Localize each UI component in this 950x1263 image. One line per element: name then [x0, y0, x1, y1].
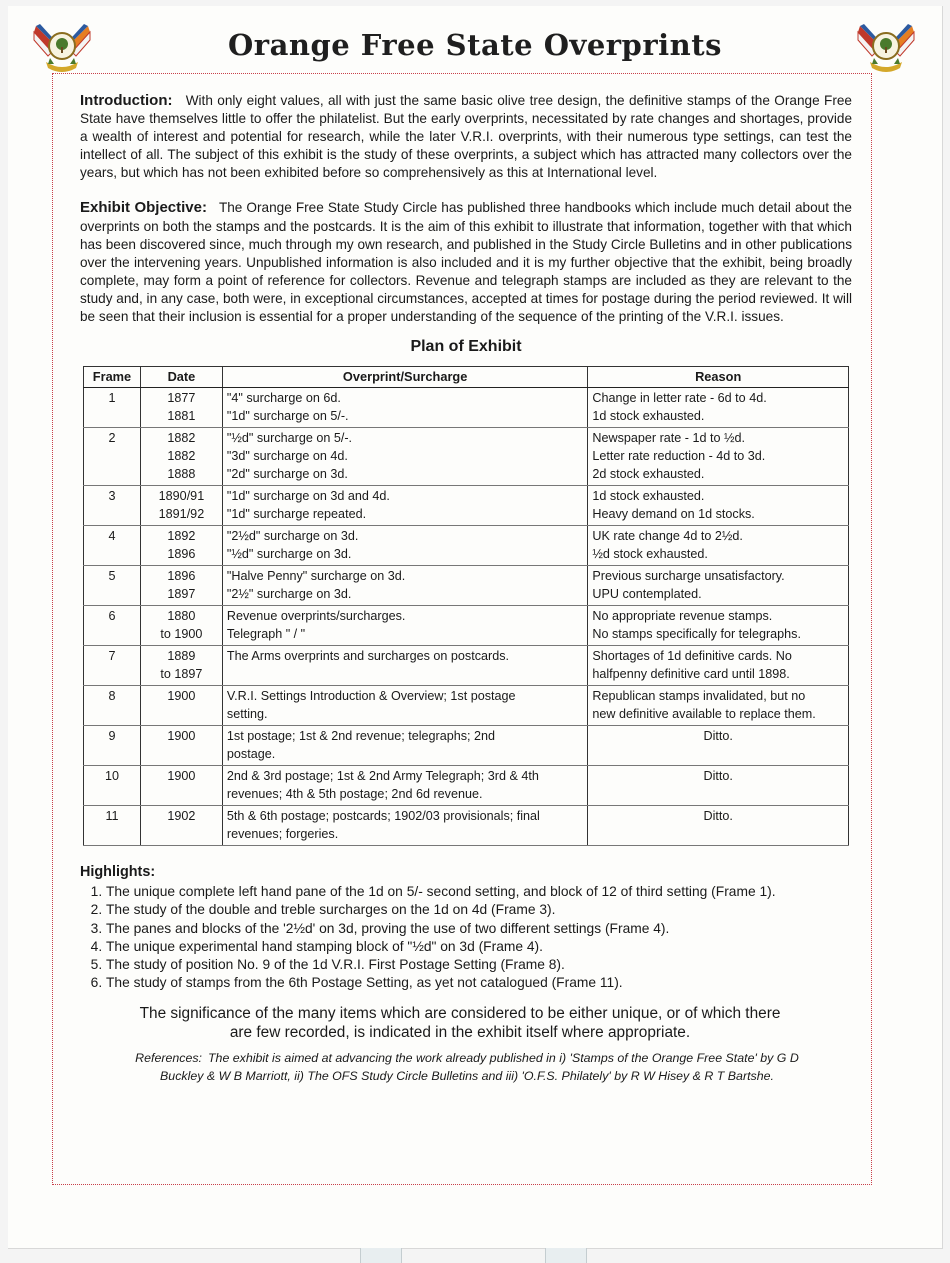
plan-cell-overprint-line: "4" surcharge on 6d.: [226, 391, 341, 406]
plan-cell-reason-line: Ditto.: [703, 769, 733, 784]
plan-cell-overprint-line: "3d" surcharge on 4d.: [226, 449, 348, 464]
plan-cell-overprint-line: "½d" surcharge on 5/-.: [226, 431, 353, 446]
plan-cell-overprint-line: setting.: [226, 707, 268, 722]
highlight-item: 1. The unique complete left hand pane of the 1d on 5/- second setting, and block of 12 of third setting (Frame 1).: [106, 883, 852, 901]
plan-row: [84, 806, 849, 846]
plan-cell-reason-line: 1d stock exhausted.: [592, 409, 705, 424]
plan-cell-date-line: 1896: [167, 569, 196, 584]
plan-cell-reason: [588, 646, 849, 686]
header-overprint: Overprint/Surcharge: [222, 367, 587, 388]
plan-cell-reason: [588, 486, 849, 526]
introduction-text: With only eight values, all with just the same basic olive tree design, the definitive stamps of the Orange Free State have themselves little to offer the philatelist. But the early overprints, necessitated by rate changes and shortages, provide a wealth of interest and potential for research, while the later V.R.I. overprints, with their numerous type settings, can test the intellect of all. The subject of this exhibit is the study of these overprints, a subject which has attracted many collectors over the years, but which has not been exhibited before so comprehensively as this at International level.: [80, 93, 852, 181]
highlight-item: 2. The study of the double and treble surcharges on the 1d on 4d (Frame 3).: [106, 901, 852, 919]
plan-cell-overprint-line: "2d" surcharge on 3d.: [226, 467, 348, 482]
plan-cell-date: [140, 766, 222, 806]
plan-row: [84, 388, 849, 428]
plan-cell-reason-line: halfpenny definitive card until 1898.: [592, 667, 790, 682]
mount-tab: [360, 1248, 402, 1263]
plan-row: [84, 526, 849, 566]
plan-cell-frame: 1: [84, 388, 141, 428]
plan-cell-reason-line: No appropriate revenue stamps.: [592, 609, 773, 624]
plan-cell-overprint-line: "2½" surcharge on 3d.: [226, 587, 352, 602]
plan-cell-overprint-line: "1d" surcharge repeated.: [226, 507, 367, 522]
objective-paragraph: [80, 199, 852, 326]
plan-cell-date-line: 1890/91: [158, 489, 205, 504]
plan-row: [84, 726, 849, 766]
references-label: References:: [135, 1050, 202, 1065]
plan-cell-reason-line: Previous surcharge unsatisfactory.: [592, 569, 785, 584]
header-frame: Frame: [84, 367, 141, 388]
plan-cell-reason-line: Ditto.: [703, 809, 733, 824]
references-text: The exhibit is aimed at advancing the work already published in i) 'Stamps of the Orange Free State' by G D: [207, 1050, 799, 1065]
plan-cell-overprint-line: V.R.I. Settings Introduction & Overview; 1st postage: [226, 689, 516, 704]
plan-cell-date: [140, 806, 222, 846]
references-line: [72, 1049, 862, 1067]
plan-cell-date-line: 1900: [167, 689, 196, 704]
plan-cell-date-line: 1888: [167, 467, 196, 482]
plan-cell-date: [140, 486, 222, 526]
plan-cell-overprint-line: Telegraph " / ": [226, 627, 306, 642]
plan-cell-reason-line: No stamps specifically for telegraphs.: [592, 627, 801, 642]
plan-cell-date: [140, 686, 222, 726]
plan-cell-overprint-line: "2½d" surcharge on 3d.: [226, 529, 359, 544]
plan-cell-date-line: 1902: [167, 809, 196, 824]
introduction-label: Introduction:: [80, 92, 173, 109]
plan-cell-date-line: 1900: [167, 729, 196, 744]
plan-cell-frame: 8: [84, 686, 141, 726]
objective-text: The Orange Free State Study Circle has published three handbooks which include much detail about the overprints on both the stamps and the postcards. It is the aim of this exhibit to illustrate that information, together with that which has been discovered since, much through my own research, and published in the Study Circle Bulletins and in other publications over the intervening years. Unpublished information is also included and it is my further objective that the exhibit, being broadly complete, may form a point of reference for collectors. Revenue and telegraph stamps are included as they are relevant to the study and, in any case, both were, in exceptional circumstances, accepted at times for postage during the period reviewed. It will be seen that their inclusion is essential for a proper understanding of the sequence of the printing of the V.R.I. issues.: [80, 200, 852, 325]
plan-cell-reason-line: Heavy demand on 1d stocks.: [592, 507, 755, 522]
plan-cell-date-line: to 1900: [160, 627, 203, 642]
plan-cell-reason-line: new definitive available to replace them.: [592, 707, 816, 722]
plan-cell-overprint-line: 1st postage; 1st & 2nd revenue; telegraphs; 2nd: [226, 729, 496, 744]
plan-cell-overprint: [222, 806, 587, 846]
plan-cell-reason: [588, 766, 849, 806]
plan-cell-reason-line: Newspaper rate - 1d to ½d.: [592, 431, 745, 446]
plan-row: [84, 428, 849, 486]
highlight-item: 4. The unique experimental hand stamping block of "½d" on 3d (Frame 4).: [106, 938, 852, 956]
plan-header-row: [84, 367, 849, 388]
plan-row: [84, 646, 849, 686]
plan-cell-date: [140, 726, 222, 766]
plan-cell-overprint: [222, 686, 587, 726]
plan-cell-reason: [588, 566, 849, 606]
plan-cell-reason-line: 2d stock exhausted.: [592, 467, 705, 482]
plan-table-body: [84, 388, 849, 846]
plan-cell-frame: 3: [84, 486, 141, 526]
plan-cell-reason: [588, 726, 849, 766]
plan-cell-reason-line: Change in letter rate - 6d to 4d.: [592, 391, 767, 406]
objective-label: Exhibit Objective:: [80, 199, 207, 217]
plan-cell-date: [140, 428, 222, 486]
references-line: Buckley & W B Marriott, ii) The OFS Study Circle Bulletins and iii) 'O.F.S. Philately' by R W Hisey & R T Bartshe.: [160, 1069, 774, 1084]
plan-cell-date: [140, 526, 222, 566]
highlight-item: 5. The study of position No. 9 of the 1d V.R.I. First Postage Setting (Frame 8).: [106, 956, 852, 974]
plan-cell-date-line: 1892: [167, 529, 196, 544]
plan-cell-date-line: 1882: [167, 431, 196, 446]
plan-cell-overprint-line: "Halve Penny" surcharge on 3d.: [226, 569, 406, 584]
plan-table: [83, 366, 849, 846]
plan-cell-date: [140, 566, 222, 606]
plan-cell-date: [140, 646, 222, 686]
plan-cell-overprint-line: The Arms overprints and surcharges on postcards.: [226, 649, 509, 664]
mount-tab: [545, 1248, 587, 1263]
plan-cell-frame: 10: [84, 766, 141, 806]
plan-cell-overprint-line: Revenue overprints/surcharges.: [226, 609, 406, 624]
plan-cell-overprint: [222, 726, 587, 766]
significance-line: The significance of the many items which are considered to be either unique, or of which there: [139, 1004, 781, 1022]
plan-cell-overprint-line: "½d" surcharge on 3d.: [226, 547, 352, 562]
plan-cell-reason-line: Shortages of 1d definitive cards. No: [592, 649, 792, 664]
plan-cell-date-line: 1889: [167, 649, 196, 664]
introduction-paragraph: [80, 92, 852, 182]
plan-row: [84, 606, 849, 646]
plan-cell-overprint-line: revenues; forgeries.: [226, 827, 339, 842]
plan-row: [84, 566, 849, 606]
plan-cell-reason-line: Republican stamps invalidated, but no: [592, 689, 806, 704]
plan-cell-date-line: 1891/92: [158, 507, 205, 522]
plan-cell-date-line: 1881: [167, 409, 196, 424]
plan-cell-overprint-line: "1d" surcharge on 3d and 4d.: [226, 489, 390, 504]
plan-cell-overprint: [222, 566, 587, 606]
references-note: [72, 1049, 862, 1085]
plan-cell-date: [140, 388, 222, 428]
plan-title: Plan of Exhibit: [410, 338, 522, 356]
plan-cell-reason-line: UPU contemplated.: [592, 587, 702, 602]
plan-cell-overprint: [222, 428, 587, 486]
header-reason: Reason: [588, 367, 849, 388]
plan-cell-overprint: [222, 486, 587, 526]
plan-cell-reason-line: Ditto.: [703, 729, 733, 744]
plan-cell-overprint: [222, 526, 587, 566]
plan-cell-overprint-line: postage.: [226, 747, 276, 762]
plan-cell-overprint-line: revenues; 4th & 5th postage; 2nd 6d revenue.: [226, 787, 483, 802]
plan-cell-frame: 7: [84, 646, 141, 686]
exhibit-content: [80, 92, 852, 1085]
plan-cell-frame: 4: [84, 526, 141, 566]
plan-cell-date-line: 1900: [167, 769, 196, 784]
plan-cell-frame: 11: [84, 806, 141, 846]
page-title: Orange Free State Overprints: [228, 28, 722, 62]
plan-cell-date: [140, 606, 222, 646]
plan-cell-frame: 6: [84, 606, 141, 646]
plan-cell-date-line: 1897: [167, 587, 196, 602]
plan-cell-date-line: 1880: [167, 609, 196, 624]
plan-cell-reason: [588, 526, 849, 566]
plan-cell-frame: 5: [84, 566, 141, 606]
plan-row: [84, 486, 849, 526]
plan-cell-reason: [588, 806, 849, 846]
highlights-list: [80, 883, 852, 992]
plan-cell-overprint-line: 5th & 6th postage; postcards; 1902/03 provisionals; final: [226, 809, 540, 824]
plan-cell-overprint-line: 2nd & 3rd postage; 1st & 2nd Army Telegraph; 3rd & 4th: [226, 769, 539, 784]
significance-note: [80, 1004, 840, 1042]
plan-cell-date-line: to 1897: [160, 667, 203, 682]
plan-row: [84, 686, 849, 726]
plan-cell-overprint-line: "1d" surcharge on 5/-.: [226, 409, 349, 424]
plan-cell-date-line: 1896: [167, 547, 196, 562]
plan-cell-reason: [588, 686, 849, 726]
plan-cell-reason-line: ½d stock exhausted.: [592, 547, 708, 562]
plan-cell-reason-line: 1d stock exhausted.: [592, 489, 705, 504]
plan-cell-reason: [588, 606, 849, 646]
highlight-item: 3. The panes and blocks of the '2½d' on 3d, proving the use of two different settings (Frame 4).: [106, 920, 852, 938]
plan-row: [84, 766, 849, 806]
header-date: Date: [140, 367, 222, 388]
plan-cell-overprint: [222, 646, 587, 686]
plan-cell-reason: [588, 388, 849, 428]
plan-cell-overprint: [222, 766, 587, 806]
plan-cell-frame: 2: [84, 428, 141, 486]
highlight-item: 6. The study of stamps from the 6th Postage Setting, as yet not catalogued (Frame 11).: [106, 974, 852, 992]
plan-cell-overprint: [222, 388, 587, 428]
highlights-title: Highlights:: [80, 864, 156, 881]
plan-cell-reason: [588, 428, 849, 486]
plan-cell-reason-line: Letter rate reduction - 4d to 3d.: [592, 449, 766, 464]
plan-cell-reason-line: UK rate change 4d to 2½d.: [592, 529, 743, 544]
plan-cell-date-line: 1877: [167, 391, 196, 406]
significance-line: are few recorded, is indicated in the exhibit itself where appropriate.: [229, 1023, 691, 1041]
plan-cell-date-line: 1882: [167, 449, 196, 464]
plan-cell-frame: 9: [84, 726, 141, 766]
plan-cell-overprint: [222, 606, 587, 646]
